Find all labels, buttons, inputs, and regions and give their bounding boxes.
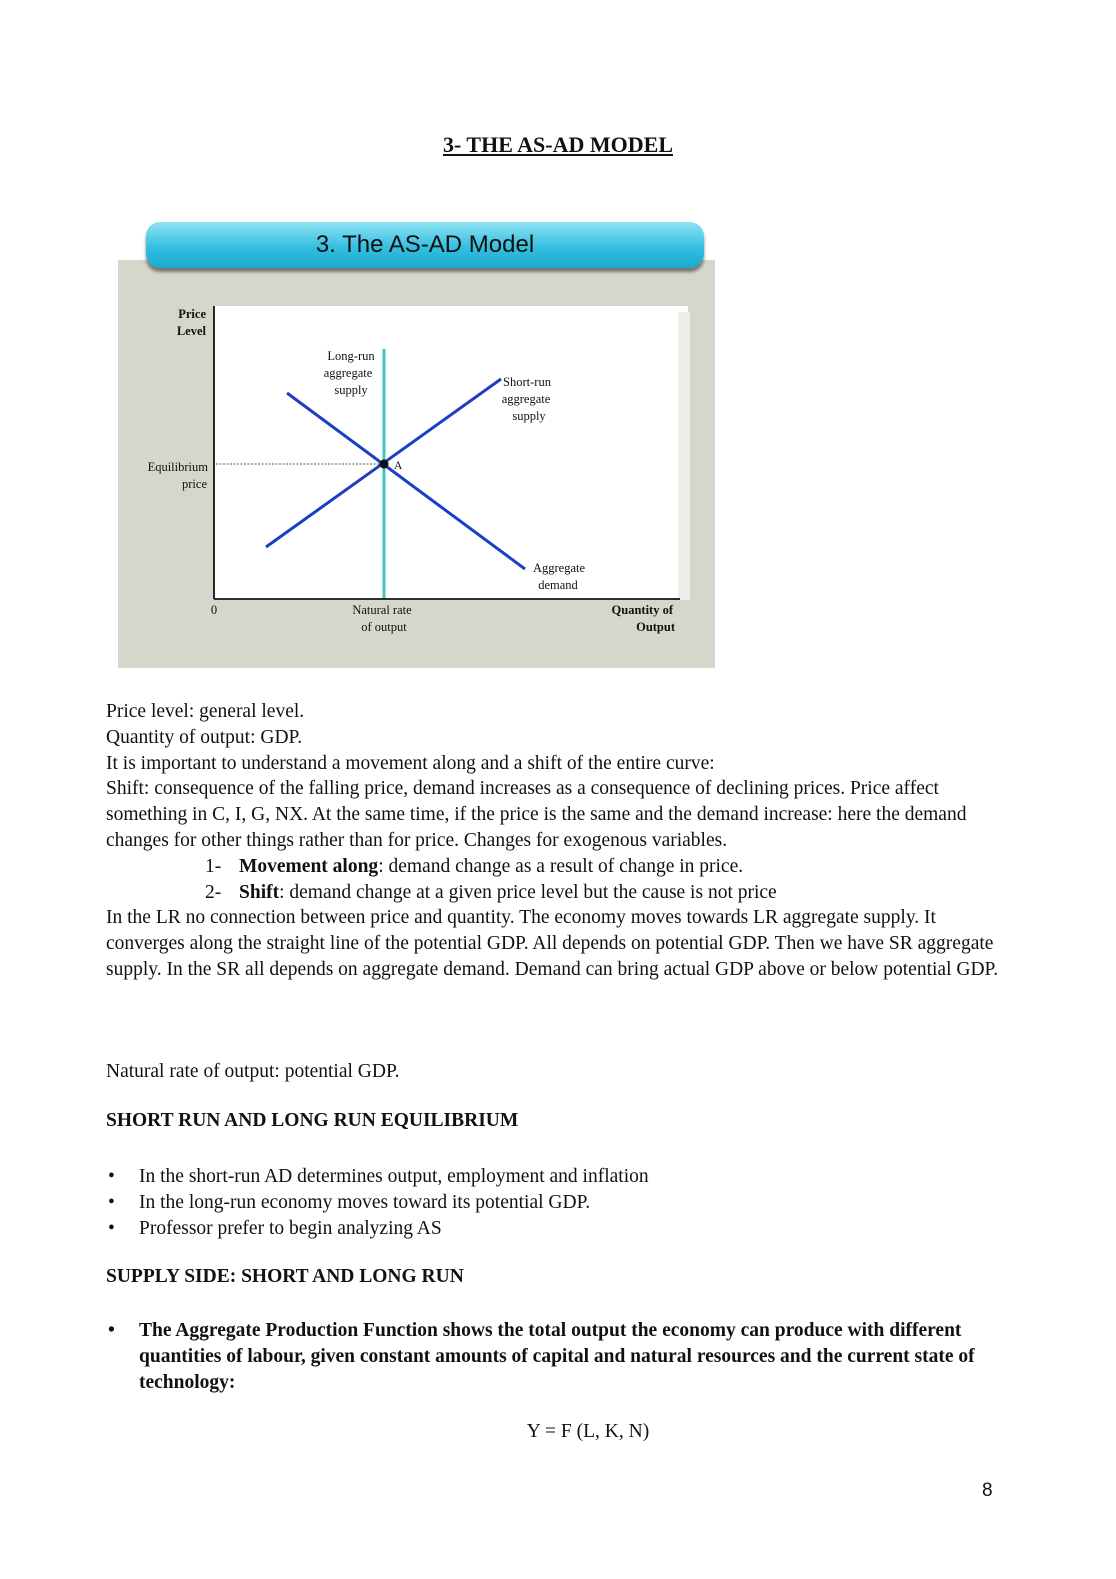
paragraph-movement: It is important to understand a movement along and a shift of the entire curve:	[106, 752, 715, 774]
y-axis-label-1: Price	[178, 307, 206, 321]
list-item: • In the long-run economy moves toward its potential GDP.	[106, 1190, 1006, 1216]
sras-label-3: supply	[512, 409, 546, 423]
ad-label-1: Aggregate	[532, 561, 586, 575]
list-item: • Professor prefer to begin analyzing AS	[106, 1216, 1006, 1242]
lras-label-1: Long-run	[327, 349, 375, 363]
origin-label: 0	[210, 603, 218, 617]
plot-shadow	[678, 312, 690, 600]
as-ad-figure	[118, 220, 716, 668]
as-ad-chart	[118, 220, 716, 668]
natural-rate-label-1: Natural rate	[352, 603, 412, 617]
numbered-list	[106, 854, 1006, 906]
equilibrium-point	[380, 460, 389, 469]
section-heading-supply: SUPPLY SIDE: SHORT AND LONG RUN	[106, 1266, 464, 1287]
point-a-label: A	[394, 460, 403, 472]
list-item: 1- Movement along: demand change as a result of change in price.	[205, 855, 744, 877]
list-item: 2- Shift: demand change at a given price level but the cause is not price	[205, 881, 777, 903]
paragraph-price-level: Price level: general level.	[106, 701, 305, 722]
intro-text	[106, 699, 1006, 983]
supply-bullets	[106, 1318, 1006, 1395]
paragraph-quantity: Quantity of output: GDP.	[106, 726, 303, 748]
ad-label-2: demand	[538, 578, 578, 592]
equilibrium-bullets	[106, 1164, 1006, 1241]
page-title: 3- THE AS-AD MODEL	[442, 132, 673, 157]
paragraph-shift: Shift: consequence of the falling price, demand increases as a consequence of declining prices. Price affect something in C, I, G, NX. At the same time, if the price is the same and the demand increase: here the demand changes for other things rather than for price. Changes for exogenous variables.	[106, 778, 967, 851]
lras-label-2: aggregate	[323, 366, 373, 380]
paragraph-long-run: In the LR no connection between price and quantity. The economy moves towards LR aggregate supply. It converges along the straight line of the potential GDP. All depends on potential GDP. Then we have SR aggregate supply. In the SR all depends on aggregate demand. Demand can bring actual GDP above or below potential GDP.	[106, 907, 999, 980]
paragraph-natural-rate: Natural rate of output: potential GDP.	[106, 1061, 400, 1082]
list-item: • The Aggregate Production Function shows the total output the economy can produce with different quantities of labour, given constant amounts of capital and natural resources and the current state of technology:	[106, 1318, 1006, 1395]
x-axis-label-2: Output	[636, 620, 675, 634]
section-heading-equilibrium: SHORT RUN AND LONG RUN EQUILIBRIUM	[106, 1110, 519, 1131]
production-function-formula: Y = F (L, K, N)	[526, 1421, 650, 1442]
list-item: • In the short-run AD determines output, employment and inflation	[106, 1164, 1006, 1190]
y-axis-label-2: Level	[176, 324, 206, 338]
sras-label-2: aggregate	[501, 392, 551, 406]
sras-label-1: Short-run	[503, 375, 551, 389]
plot-area	[214, 306, 688, 600]
lras-label-3: supply	[334, 383, 368, 397]
equilibrium-label-1: Equilibrium	[147, 460, 208, 474]
equilibrium-label-2: price	[182, 477, 207, 491]
page-number: 8	[982, 1480, 993, 1501]
x-axis-label-1: Quantity of	[611, 603, 673, 617]
figure-banner: 3. The AS-AD Model	[146, 222, 704, 268]
natural-rate-label-2: of output	[361, 620, 407, 634]
